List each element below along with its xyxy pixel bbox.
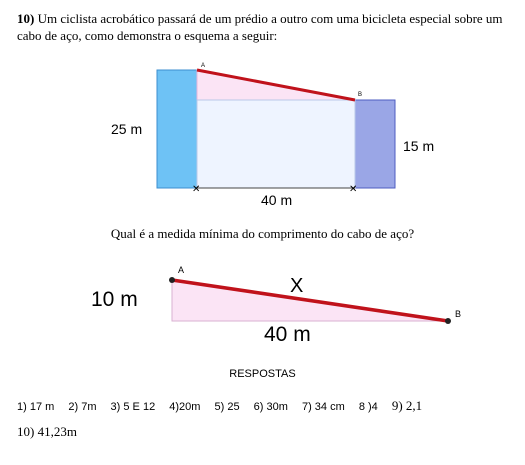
diagram-triangle xyxy=(91,265,461,346)
triangle-point-a-label: A xyxy=(178,265,185,275)
hypotenuse-label: X xyxy=(290,275,304,297)
point-a-dot xyxy=(169,277,175,283)
point-b-label: B xyxy=(358,92,363,98)
answer-item: 5) 25 xyxy=(214,401,240,413)
cross-marker-right: ✕ xyxy=(349,184,358,195)
answer-item: 7) 34 cm xyxy=(301,401,345,413)
left-building xyxy=(157,70,197,188)
answers-title: RESPOSTAS xyxy=(229,368,296,380)
question-prompt: Qual é a medida mínima do comprimento do cabo de aço? xyxy=(110,226,415,241)
answers-list xyxy=(17,398,433,414)
answer-item-last: 10) 41,23m xyxy=(17,424,77,439)
triangle-point-b-label: B xyxy=(455,309,462,319)
base-label: 40 m xyxy=(264,323,311,346)
answer-item: 4)20m xyxy=(169,401,201,413)
answer-item: 3) 5 E 12 xyxy=(110,401,156,413)
point-a-label: A xyxy=(201,63,206,69)
diagram-buildings xyxy=(111,63,434,208)
answer-item: 2) 7m xyxy=(68,401,97,413)
answer-item: 1) 17 m xyxy=(17,401,55,413)
left-height-label: 25 m xyxy=(111,121,143,137)
right-height-label: 15 m xyxy=(403,138,435,154)
gap-rectangle xyxy=(197,100,355,188)
side-label: 10 m xyxy=(91,288,138,311)
question-body: Um ciclista acrobático passará de um prédio a outro com uma bicicleta especial sobre um cabo de aço, como demonstra o esquema a seguir: xyxy=(17,11,503,43)
point-b-dot xyxy=(445,318,451,324)
answer-item: 9) 2,1 xyxy=(391,398,423,413)
distance-label: 40 m xyxy=(261,192,293,208)
cross-marker-left: ✕ xyxy=(192,184,201,195)
question-number: 10) xyxy=(17,11,35,26)
answer-item: 6) 30m xyxy=(253,401,288,413)
answer-item: 8 )4 xyxy=(358,401,378,413)
right-building xyxy=(355,100,395,188)
